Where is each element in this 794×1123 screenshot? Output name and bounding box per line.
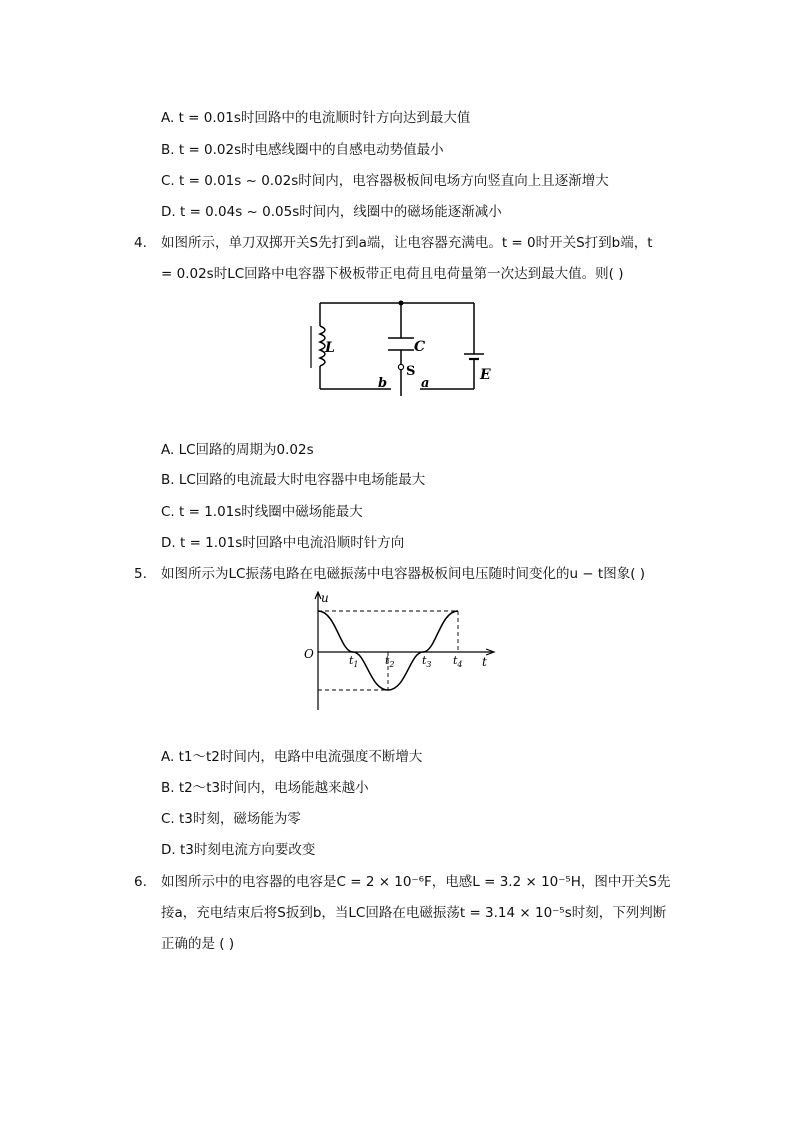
q4-number: 4. — [134, 235, 147, 251]
q3-option-a: A. t = 0.01s时回路中的电流顺时针方向达到最大值 — [161, 110, 471, 126]
q6-stem-line1: 如图所示中的电容器的电容是C = 2 × 10⁻⁶F，电感L = 3.2 × 10⁻⁵H，图中开关S先 — [161, 874, 671, 890]
q3-option-a-text: t = 0.01s时回路中的电流顺时针方向达到最大值 — [178, 110, 471, 126]
tick-label-t2: $t_2$ — [385, 654, 395, 669]
q4-option-b: B. LC回路的电流最大时电容器中电场能最大 — [161, 472, 426, 488]
origin-label: O — [304, 647, 314, 661]
q5-option-a-text: t1～t2时间内，电路中电流强度不断增大 — [178, 749, 423, 765]
q5-option-c: C. t3时刻，磁场能为零 — [161, 811, 301, 827]
q3-option-c-text: t = 0.01s ~ 0.02s时间内，电容器极板间电场方向竖直向上且逐渐增大 — [179, 173, 609, 189]
q3-option-b: B. t = 0.02s时电感线圈中的自感电动势值最小 — [161, 142, 444, 158]
q4-stem-line1: 如图所示，单刀双掷开关S先打到a端，让电容器充满电。t = 0时开关S打到b端，t — [161, 235, 653, 251]
q3-option-d: D. t = 0.04s ~ 0.05s时间内，线圈中的磁场能逐渐减小 — [161, 204, 502, 220]
tick-label-t1: $t_1$ — [349, 654, 359, 669]
label-C: C — [414, 339, 426, 355]
q5-number: 5. — [134, 566, 147, 582]
label-a: a — [421, 376, 430, 391]
axis-label-u: u — [321, 591, 329, 605]
q4-stem-line2: = 0.02s时LC回路中电容器下极板带正电荷且电荷量第一次达到最大值。则( ) — [161, 266, 624, 282]
q6-number: 6. — [134, 874, 147, 890]
junction-dot — [399, 301, 404, 306]
q5-ut-graph — [298, 588, 498, 714]
q4-option-a-text: LC回路的周期为0.02s — [178, 442, 314, 458]
tick-label-t4: $t_4$ — [453, 654, 463, 669]
label-L: L — [325, 340, 335, 356]
q5-option-b-text: t2～t3时间内，电场能越来越小 — [178, 780, 369, 796]
q5-option-a: A. t1～t2时间内，电路中电流强度不断增大 — [161, 749, 423, 765]
voltage-curve — [318, 611, 458, 690]
q6-stem-line3: 正确的是 ( ) — [161, 936, 235, 952]
q4-option-b-text: LC回路的电流最大时电容器中电场能最大 — [178, 472, 426, 488]
q3-option-b-text: t = 0.02s时电感线圈中的自感电动势值最小 — [178, 142, 444, 158]
q4-option-c-text: t = 1.01s时线圈中磁场能最大 — [179, 504, 363, 520]
label-E: E — [480, 367, 491, 383]
q4-option-a: A. LC回路的周期为0.02s — [161, 442, 314, 458]
label-b: b — [378, 376, 388, 391]
switch-pivot — [398, 364, 403, 369]
axis-label-t: t — [482, 655, 487, 669]
q5-stem: 如图所示为LC振荡电路在电磁振荡中电容器极板间电压随时间变化的u − t图象( ) — [161, 566, 646, 582]
q3-option-d-text: t = 0.04s ~ 0.05s时间内，线圈中的磁场能逐渐减小 — [179, 204, 502, 220]
q4-option-d: D. t = 1.01s时回路中电流沿顺时针方向 — [161, 535, 405, 551]
q6-stem-line2: 接a，充电结束后将S扳到b，当LC回路在电磁振荡t = 3.14 × 10⁻⁵s时刻，下列判断 — [161, 905, 667, 921]
q5-option-b: B. t2～t3时间内，电场能越来越小 — [161, 780, 369, 796]
tick-label-t3: $t_3$ — [422, 654, 432, 669]
q4-option-d-text: t = 1.01s时回路中电流沿顺时针方向 — [179, 535, 405, 551]
label-S: S — [406, 364, 416, 379]
q5-option-c-text: t3时刻，磁场能为零 — [179, 811, 301, 827]
q3-option-c: C. t = 0.01s ~ 0.02s时间内，电容器极板间电场方向竖直向上且逐渐增大 — [161, 173, 609, 189]
q5-option-d-text: t3时刻电流方向要改变 — [179, 842, 316, 858]
q5-option-d: D. t3时刻电流方向要改变 — [161, 842, 316, 858]
q4-option-c: C. t = 1.01s时线圈中磁场能最大 — [161, 504, 363, 520]
q4-circuit-diagram — [300, 296, 500, 402]
